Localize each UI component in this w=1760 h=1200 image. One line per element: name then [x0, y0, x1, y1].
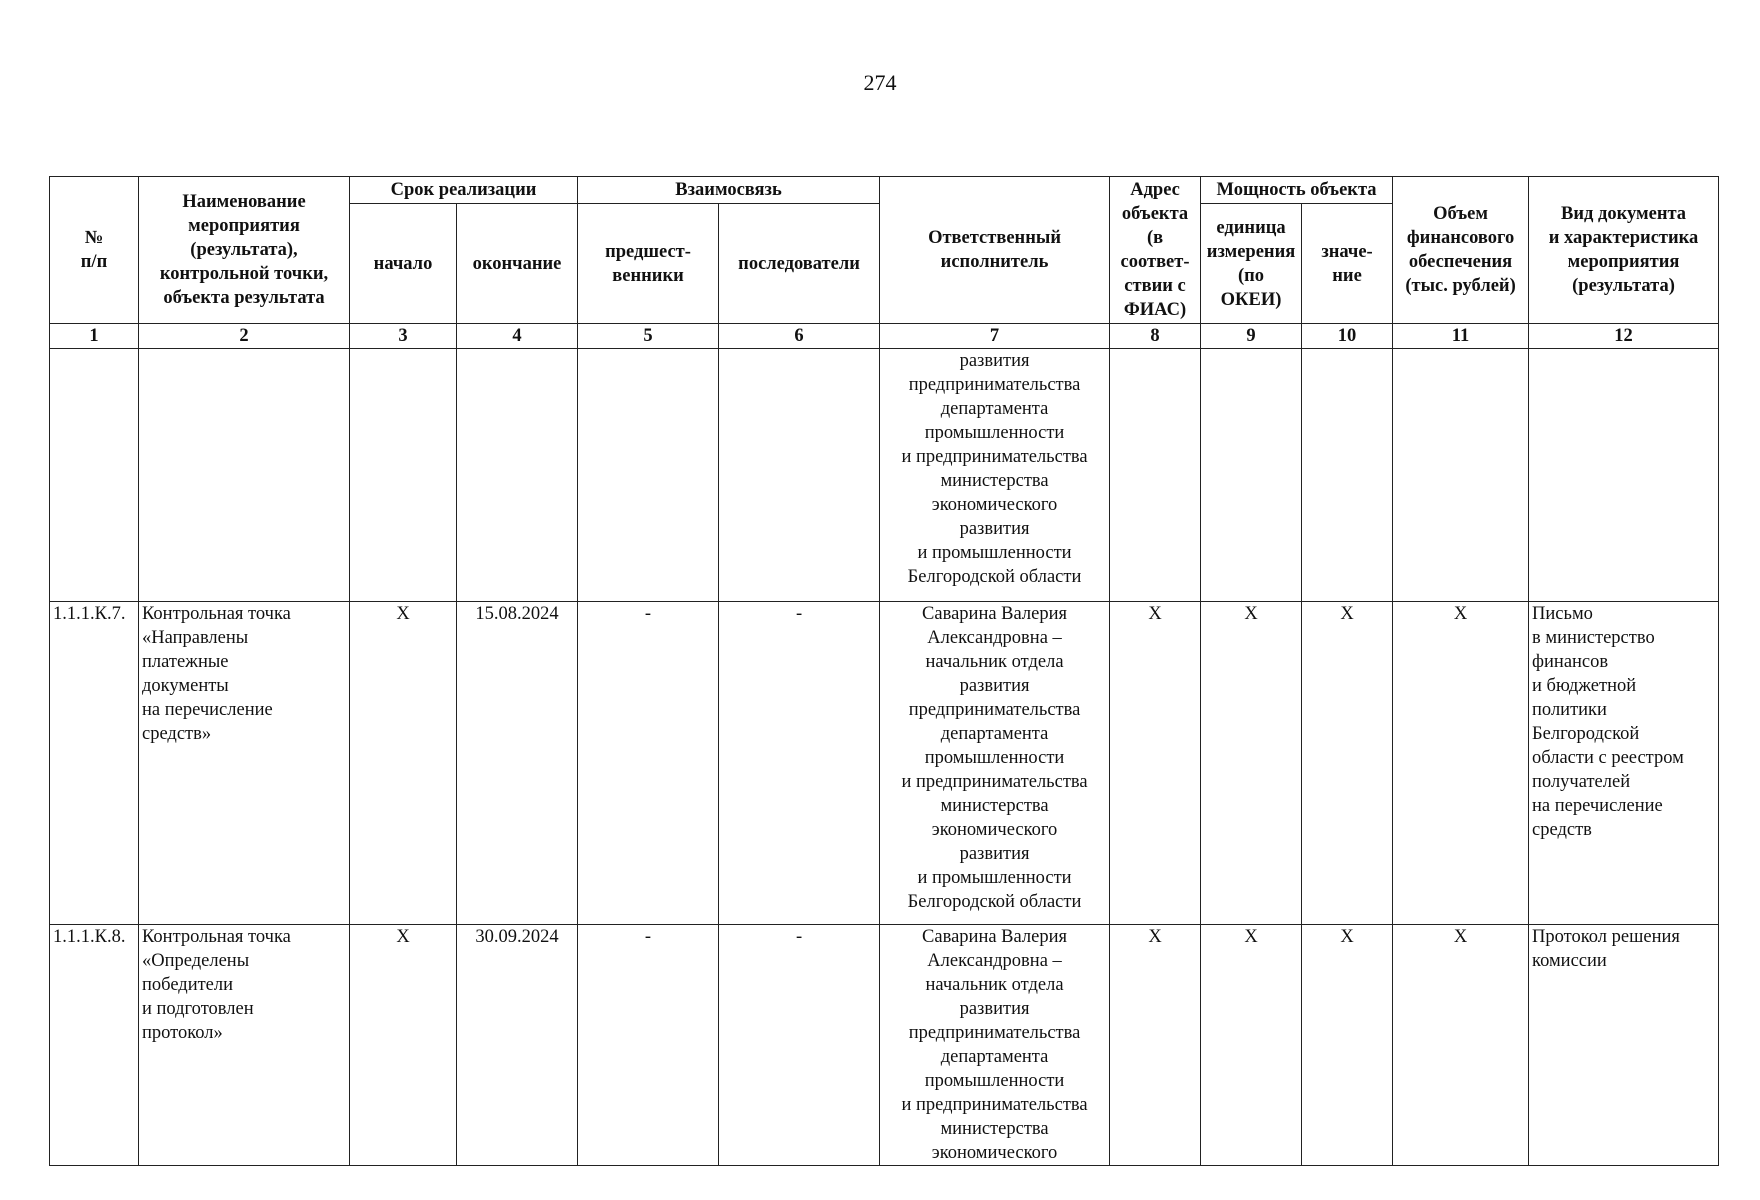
cell-finance: X — [1393, 602, 1529, 925]
column-number: 12 — [1529, 324, 1719, 349]
header-doc-type: Вид документа и характеристика мероприятия (результата) — [1529, 177, 1719, 324]
cell-prev: - — [578, 925, 719, 1166]
cell-start: X — [350, 925, 457, 1166]
cell-next — [719, 349, 880, 602]
column-number: 10 — [1302, 324, 1393, 349]
cell-doc — [1529, 349, 1719, 602]
table-row — [50, 925, 1719, 1166]
cell-start: X — [350, 602, 457, 925]
header-term-end: окончание — [457, 204, 578, 324]
cell-start — [350, 349, 457, 602]
header-term-start: начало — [350, 204, 457, 324]
header-num: № п/п — [50, 177, 139, 324]
cell-unit: X — [1201, 925, 1302, 1166]
header-row-top — [50, 177, 1719, 204]
cell-next: - — [719, 925, 880, 1166]
column-number: 9 — [1201, 324, 1302, 349]
page-number: 274 — [863, 70, 897, 95]
cell-responsible: развития предпринимательства департамента промышленности и предпринимательства министерства экономического развития и промышленности Белгородской области — [880, 349, 1110, 602]
cell-num: 1.1.1.К.8. — [50, 925, 139, 1166]
column-number: 8 — [1110, 324, 1201, 349]
header-link-prev: предшест- венники — [578, 204, 719, 324]
cell-end: 30.09.2024 — [457, 925, 578, 1166]
column-number: 5 — [578, 324, 719, 349]
column-number: 7 — [880, 324, 1110, 349]
header-name: Наименование мероприятия (результата), контрольной точки, объекта результата — [139, 177, 350, 324]
cell-finance: X — [1393, 925, 1529, 1166]
column-number: 2 — [139, 324, 350, 349]
cell-responsible: Саварина Валерия Александровна – начальник отдела развития предпринимательства департамента промышленности и предпринимательства министерства экономического — [880, 925, 1110, 1166]
cell-prev: - — [578, 602, 719, 925]
column-number: 11 — [1393, 324, 1529, 349]
cell-name: Контрольная точка «Определены победители и подготовлен протокол» — [139, 925, 350, 1166]
header-responsible: Ответственный исполнитель — [880, 177, 1110, 324]
cell-end — [457, 349, 578, 602]
table-row — [50, 602, 1719, 925]
column-number: 1 — [50, 324, 139, 349]
header-finance: Объем финансового обеспечения (тыс. рублей) — [1393, 177, 1529, 324]
cell-address — [1110, 349, 1201, 602]
column-number: 6 — [719, 324, 880, 349]
cell-responsible: Саварина Валерия Александровна – начальник отдела развития предпринимательства департамента промышленности и предпринимательства министерства экономического развития и промышленности Белгородской области — [880, 602, 1110, 925]
cell-doc: Письмо в министерство финансов и бюджетной политики Белгородской области с реестром получателей на перечисление средств — [1529, 602, 1719, 925]
header-capacity-group: Мощность объекта — [1201, 177, 1393, 204]
header-term-group: Срок реализации — [350, 177, 578, 204]
cell-address: X — [1110, 602, 1201, 925]
cell-finance — [1393, 349, 1529, 602]
cell-num — [50, 349, 139, 602]
header-capacity-unit: единица измерения (по ОКЕИ) — [1201, 204, 1302, 324]
cell-num: 1.1.1.К.7. — [50, 602, 139, 925]
column-number-row — [50, 324, 1719, 349]
column-number: 4 — [457, 324, 578, 349]
header-link-group: Взаимосвязь — [578, 177, 880, 204]
cell-address: X — [1110, 925, 1201, 1166]
header-address: Адрес объекта (в соответ- ствии с ФИАС) — [1110, 177, 1201, 324]
cell-unit: X — [1201, 602, 1302, 925]
cell-value: X — [1302, 602, 1393, 925]
cell-value: X — [1302, 925, 1393, 1166]
implementation-plan-table — [49, 176, 1719, 1166]
cell-end: 15.08.2024 — [457, 602, 578, 925]
column-number: 3 — [350, 324, 457, 349]
cell-prev — [578, 349, 719, 602]
cell-name — [139, 349, 350, 602]
header-capacity-value: значе- ние — [1302, 204, 1393, 324]
header-link-next: последователи — [719, 204, 880, 324]
cell-name: Контрольная точка «Направлены платежные документы на перечисление средств» — [139, 602, 350, 925]
cell-doc: Протокол решения комиссии — [1529, 925, 1719, 1166]
table-row — [50, 349, 1719, 602]
cell-next: - — [719, 602, 880, 925]
cell-value — [1302, 349, 1393, 602]
cell-unit — [1201, 349, 1302, 602]
